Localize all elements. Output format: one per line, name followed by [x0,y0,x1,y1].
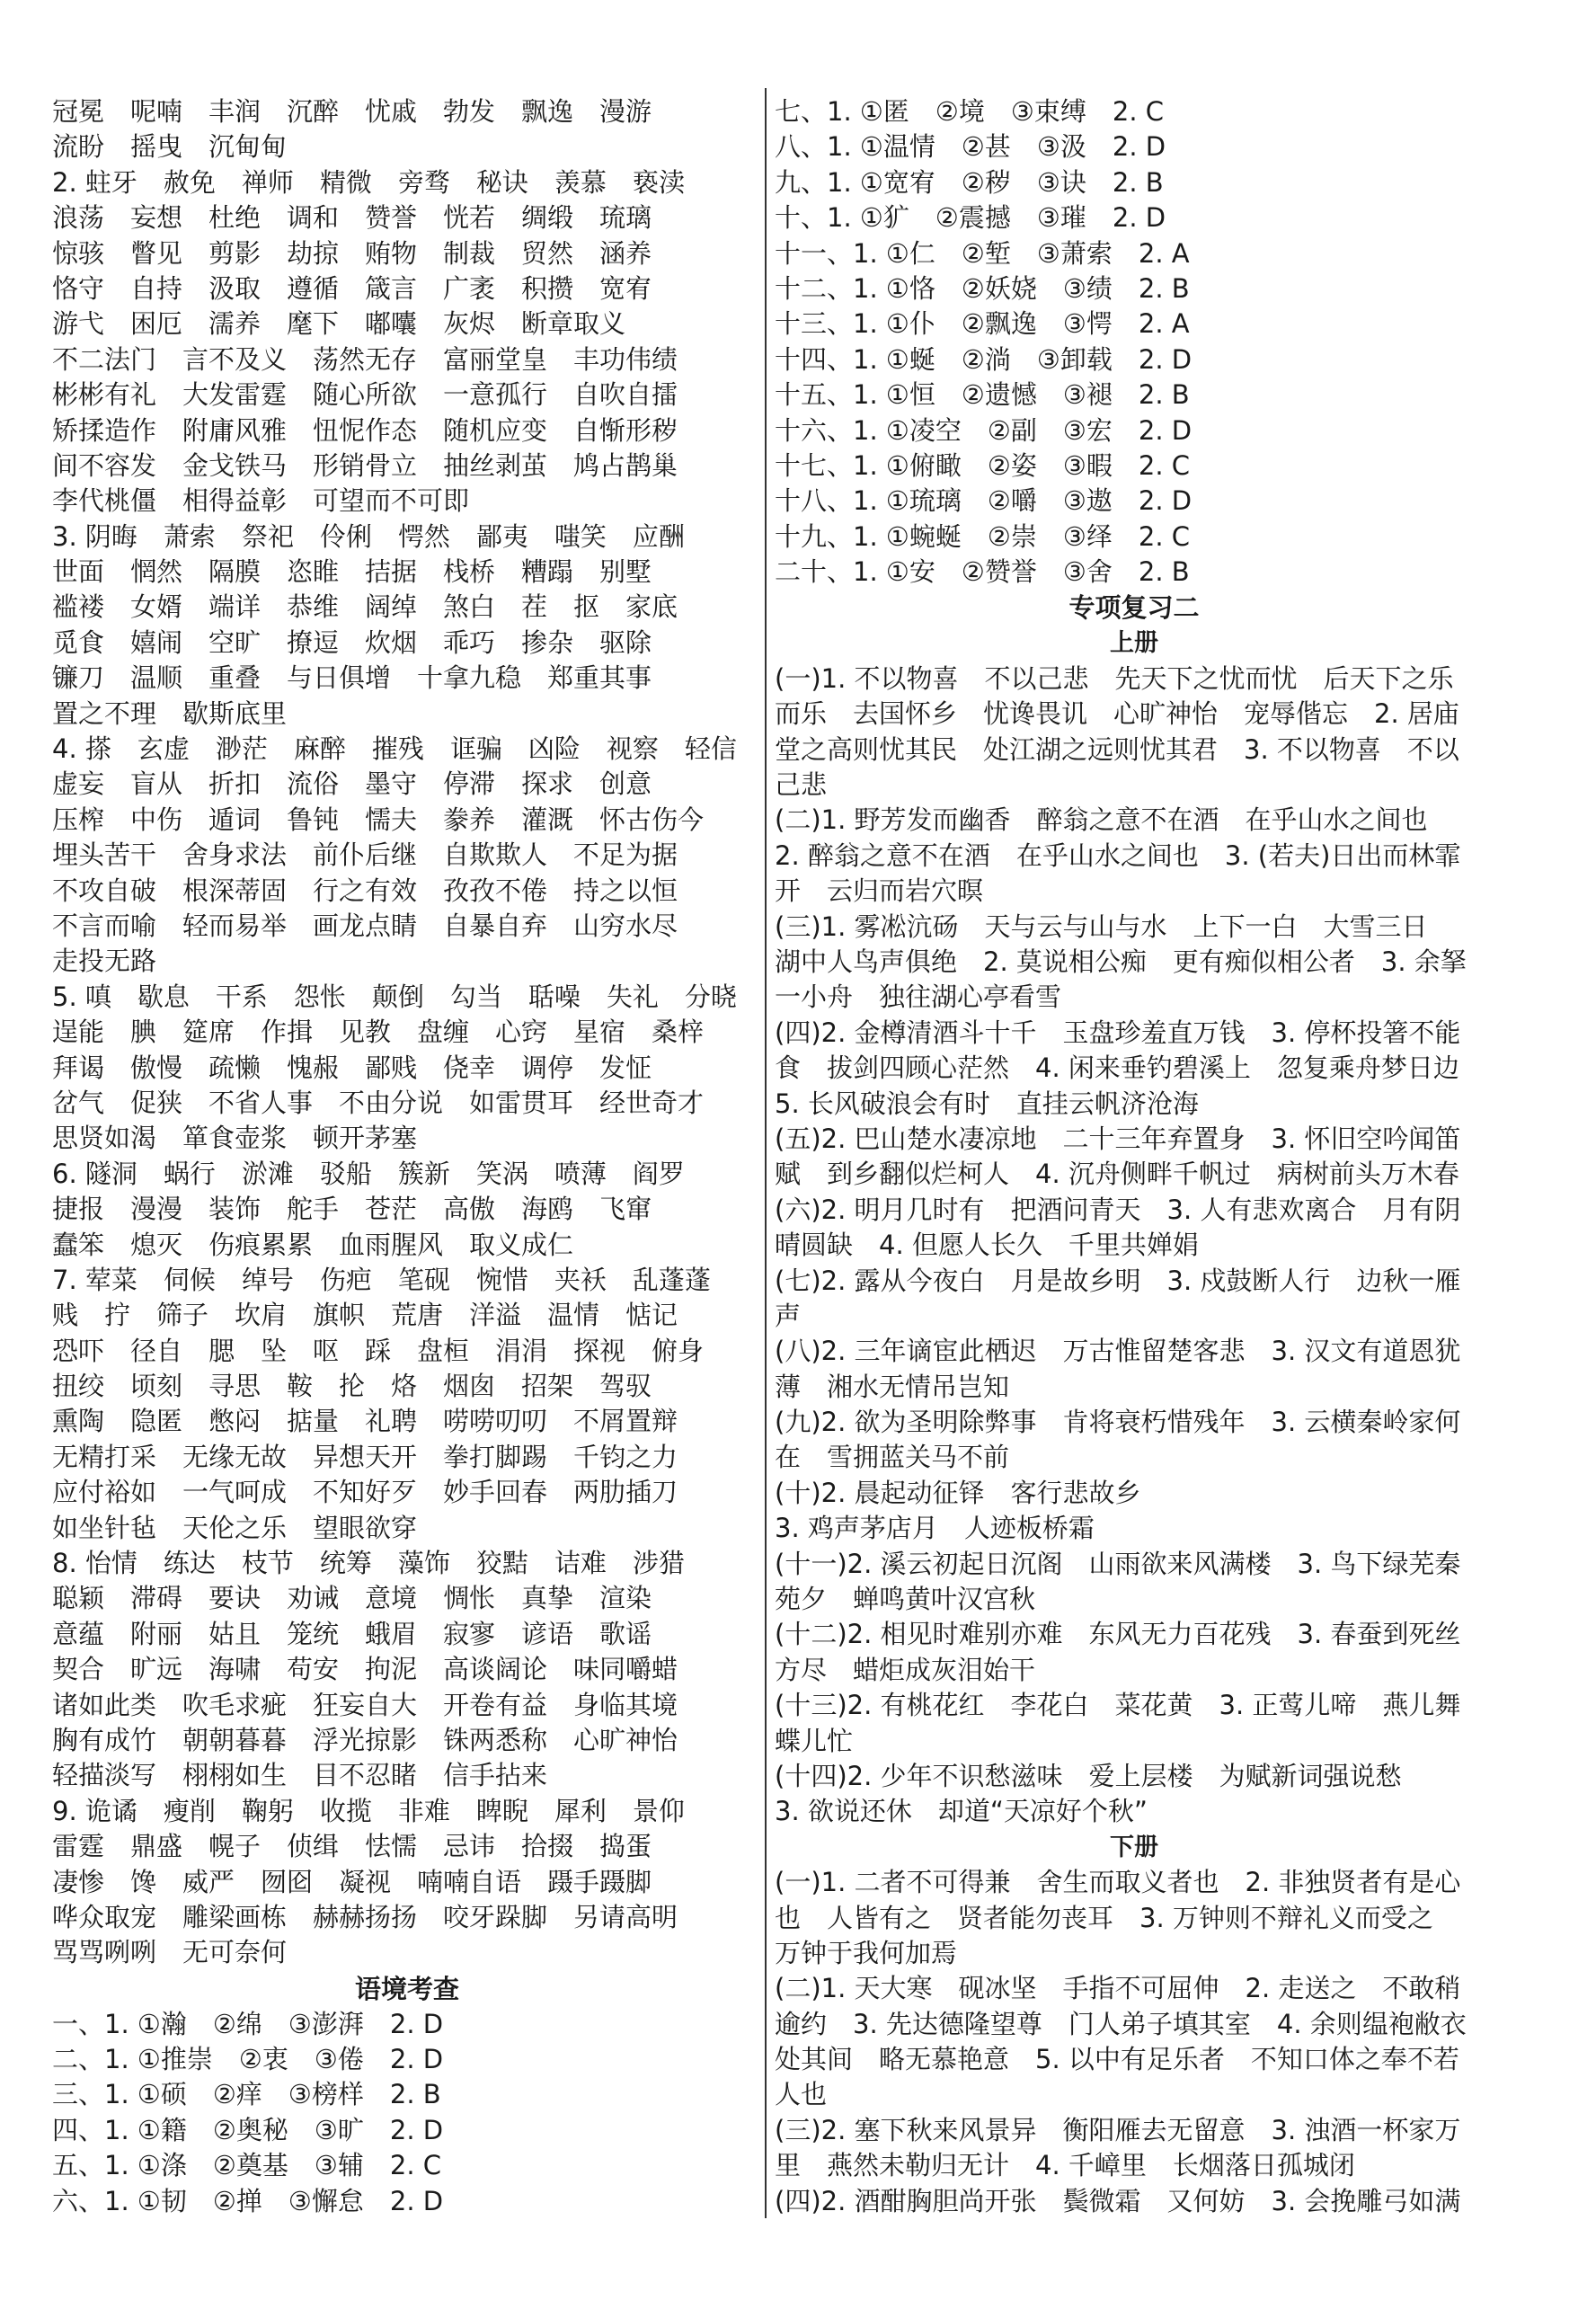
answer-line: (一)1. 不以物喜 不以己悲 先天下之忧而忧 后天下之乐 [775,662,1454,694]
answer-line: 八、1. ①温情 ②甚 ③汲 2. D [775,131,1166,163]
answer-line: 8. 怡情 练达 枝节 统筹 藻饰 狡黠 诘难 涉猎 [52,1548,685,1579]
answer-line: 万钟于我何加焉 [775,1937,958,1968]
answer-line: 一、1. ①瀚 ②绵 ③澎湃 2. D [52,2008,444,2039]
answer-line: 2. 醉翁之意不在酒 在乎山水之间也 3. (若夫)日出而林霏 [775,839,1461,871]
answer-line: 冠冕 呢喃 丰润 沉醉 忧戚 勃发 飘逸 漫游 [52,96,652,127]
answer-line: 骂骂咧咧 无可奈何 [52,1937,288,1968]
column-divider [765,88,767,2218]
answer-line: 3. 阴晦 萧索 祭祀 伶俐 愕然 鄙夷 嗤笑 应酬 [52,520,685,552]
answer-line: 十六、1. ①凌空 ②副 ③宏 2. D [775,414,1193,446]
answer-line: 褴褛 女婿 端详 恭维 阔绰 煞白 茬 抠 家底 [52,591,678,623]
answer-line: 9. 诡谲 瘦削 鞠躬 收揽 非难 睥睨 犀利 景仰 [52,1795,685,1826]
answer-line: 镰刀 温顺 重叠 与日俱增 十拿九稳 郑重其事 [52,662,652,694]
answer-line: (三)2. 塞下秋来风景异 衡阳雁去无留意 3. 浊酒一杯家万 [775,2114,1461,2145]
answer-line: 凄惨 馋 威严 囫囵 凝视 喃喃自语 蹑手蹑脚 [52,1866,652,1897]
right-column [775,94,1494,2219]
answer-line: 不言而喻 轻而易举 画龙点睛 自暴自弃 山穷水尽 [52,910,678,941]
context-answer-list [52,2007,762,2219]
answer-line: 人也 [775,2079,828,2110]
answer-line: 7. 荤菜 伺候 绰号 伤疤 笔砚 惋惜 夹袄 乱蓬蓬 [52,1264,711,1295]
answer-line: 十四、1. ①蜒 ②淌 ③卸载 2. D [775,343,1193,375]
answer-line: 恪守 自持 汲取 遵循 箴言 广袤 积攒 宽宥 [52,272,652,304]
answer-line: 九、1. ①宽宥 ②秽 ③诀 2. B [775,166,1164,198]
answer-line: 轻描淡写 栩栩如生 目不忍睹 信手拈来 [52,1760,548,1791]
answer-line: 压榨 中伤 遁词 鲁钝 懦夫 豢养 灌溉 怀古伤今 [52,804,705,835]
answer-line: 十、1. ①犷 ②震撼 ③璀 2. D [775,202,1166,234]
answer-line: (十一)2. 溪云初起日沉阁 山雨欲来风满楼 3. 鸟下绿芜秦 [775,1548,1461,1579]
answer-line: (二)1. 野芳发而幽香 醉翁之意不在酒 在乎山水之间也 [775,804,1428,836]
answer-line: 聪颖 滞碍 要诀 劝诫 意境 惆怅 真挚 渲染 [52,1583,652,1614]
answer-line: (十三)2. 有桃花红 李花白 菜花黄 3. 正莺儿啼 燕儿舞 [775,1690,1461,1721]
answer-line: 三、1. ①硕 ②痒 ③榜样 2. B [52,2079,441,2110]
answer-line: 流盼 摇曳 沉甸甸 [52,131,288,163]
volume-1-answer-list [775,662,1494,1830]
answer-line: 二十、1. ①安 ②赞誉 ③舍 2. B [775,556,1190,588]
answer-line: 声 [775,1300,802,1331]
answer-line: 十七、1. ①俯瞰 ②姿 ③暇 2. C [775,449,1191,481]
answer-line: 雷霆 鼎盛 幌子 侦缉 怯懦 忌讳 拾掇 捣蛋 [52,1831,652,1862]
answer-line: 置之不理 歇斯底里 [52,697,288,729]
answer-line: 思贤如渴 箪食壶浆 顿开茅塞 [52,1123,418,1154]
answer-line: 扭绞 顷刻 寻思 鞍 抡 烙 烟囱 招架 驾驭 [52,1371,652,1402]
answer-line: 彬彬有礼 大发雷霆 随心所欲 一意孤行 自吹自擂 [52,379,678,411]
answer-line: 四、1. ①籍 ②奥秘 ③旷 2. D [52,2114,444,2145]
answer-line: 2. 蛀牙 赦免 禅师 精微 旁骛 秘诀 羡慕 亵渎 [52,166,685,198]
answer-line: 十八、1. ①琉璃 ②嚼 ③遨 2. D [775,485,1193,517]
answer-line: 五、1. ①涤 ②奠基 ③辅 2. C [52,2150,442,2181]
answer-line: 不攻自破 根深蒂固 行之有效 孜孜不倦 持之以恒 [52,875,678,906]
answer-line: 5. 长风破浪会有时 直挂云帆济沧海 [775,1088,1199,1119]
answer-line: 浪荡 妄想 杜绝 调和 赞誉 恍若 绸缎 琉璃 [52,202,652,234]
answer-line: 处其间 略无慕艳意 5. 以中有足乐者 不知口体之奉不若 [775,2044,1459,2075]
answer-line: 蝶儿忙 [775,1725,854,1756]
answer-line: 熏陶 隐匿 憋闷 掂量 礼聘 唠唠叨叨 不屑置辩 [52,1406,678,1437]
answer-line: 4. 搽 玄虚 渺茫 麻醉 摧残 诓骗 凶险 视察 轻信 [52,733,737,765]
answer-line: 也 人皆有之 贤者能勿丧耳 3. 万钟则不辩礼义而受之 [775,1902,1433,1933]
answer-line: 应付裕如 一气呵成 不知好歹 妙手回春 两肋插刀 [52,1477,678,1508]
answer-line: 如坐针毡 天伦之乐 望眼欲穿 [52,1512,418,1543]
answer-line: (一)1. 二者不可得兼 舍生而取义者也 2. 非独贤者有是心 [775,1867,1461,1898]
answer-line: (五)2. 巴山楚水凄凉地 二十三年弃置身 3. 怀旧空吟闻笛 [775,1123,1461,1154]
answer-line: 矫揉造作 附庸风雅 忸怩作态 随机应变 自惭形秽 [52,414,678,446]
answer-line: 3. 欲说还休 却道“天凉好个秋” [775,1796,1148,1827]
answer-line: 恐吓 径自 腮 坠 呕 踩 盘桓 涓涓 探视 俯身 [52,1335,705,1366]
answer-line: 间不容发 金戈铁马 形销骨立 抽丝剥茧 鸠占鹊巢 [52,449,678,481]
section-heading-context: 语境考查 [354,1973,459,2004]
answer-line: 二、1. ①推崇 ②衷 ③倦 2. D [52,2044,444,2075]
answer-line: 诸如此类 吹毛求疵 狂妄自大 开卷有益 身临其境 [52,1689,678,1720]
answer-line: (七)2. 露从今夜白 月是故乡明 3. 戍鼓断人行 边秋一雁 [775,1265,1461,1296]
volume-2-answer-list [775,1865,1494,2219]
answer-line: 世面 惘然 隔膜 恣睢 拮据 栈桥 糟蹋 别墅 [52,556,652,588]
answer-line: 十一、1. ①仁 ②堑 ③萧索 2. A [775,237,1190,269]
answer-line: 赋 到乡翻似烂柯人 4. 沉舟侧畔千帆过 病树前头万木春 [775,1159,1459,1190]
answer-line: 十九、1. ①蜿蜒 ②崇 ③绎 2. C [775,520,1191,552]
answer-line: 虚妄 盲从 折扣 流俗 墨守 停滞 探求 创意 [52,768,652,800]
answer-line: (二)1. 天大寒 砚冰坚 手指不可屈伸 2. 走送之 不敢稍 [775,1973,1461,2004]
answer-line: (十四)2. 少年不识愁滋味 爱上层楼 为赋新词强说愁 [775,1760,1402,1791]
answer-line: 开 云归而岩穴暝 [775,875,984,907]
answer-line: 契合 旷远 海啸 苟安 拘泥 高谈阔论 味同嚼蜡 [52,1654,678,1685]
answer-line: 李代桃僵 相得益彰 可望而不可即 [52,485,470,517]
answer-line: 走投无路 [52,946,157,977]
answer-line: 堂之高则忧其民 处江湖之远则忧其君 3. 不以物喜 不以 [775,733,1459,765]
answer-line: 无精打采 无缘无故 异想天开 拳打脚踢 千钧之力 [52,1441,678,1472]
answer-line: 十五、1. ①恒 ②遗憾 ③褪 2. B [775,379,1190,411]
answer-line: 惊骇 瞥见 剪影 劫掠 贿物 制裁 贸然 涵养 [52,237,652,269]
answer-line: 游弋 困厄 濡养 麾下 嘟囔 灰烬 断章取义 [52,308,626,340]
answer-line: 5. 嗔 歇息 干系 怨怅 颠倒 勾当 聒噪 失礼 分晓 [52,981,737,1012]
subheading-volume-1: 上册 [1110,629,1158,658]
answer-line: (六)2. 明月几时有 把酒问青天 3. 人有悲欢离合 月有阴 [775,1194,1461,1225]
answer-line: 七、1. ①匿 ②境 ③束缚 2. C [775,96,1165,127]
answer-line: 苑夕 蝉鸣黄叶汉宫秋 [775,1584,1036,1615]
answer-line: 薄 湘水无情吊岂知 [775,1371,1010,1402]
answer-line: (九)2. 欲为圣明除弊事 肯将衰朽惜残年 3. 云横秦岭家何 [775,1407,1461,1438]
answer-line: 食 拔剑四顾心茫然 4. 闲来垂钓碧溪上 忽复乘舟梦日边 [775,1052,1459,1084]
subheading-volume-2: 下册 [1110,1833,1158,1861]
answer-line: 逞能 腆 筵席 作揖 见教 盘缠 心窍 星宿 桑梓 [52,1017,705,1048]
answer-line: (八)2. 三年谪宦此栖迟 万古惟留楚客悲 3. 汉文有道恩犹 [775,1336,1461,1367]
answer-line: 蠢笨 熄灭 伤痕累累 血雨腥风 取义成仁 [52,1229,574,1260]
answer-line: (四)2. 酒酣胸胆尚开张 鬓微霜 又何妨 3. 会挽雕弓如满 [775,2185,1461,2216]
answer-line: (三)1. 雾凇沆砀 天与云与山与水 上下一白 大雪三日 [775,910,1428,942]
answer-line: (十)2. 晨起动征铎 客行悲故乡 [775,1477,1141,1508]
left-column [52,94,762,2219]
answer-line: 3. 鸡声茅店月 人迹板桥霜 [775,1513,1095,1544]
answer-line: (四)2. 金樽清酒斗十千 玉盘珍羞直万钱 3. 停杯投箸不能 [775,1017,1461,1048]
answer-line: 六、1. ①韧 ②掸 ③懈怠 2. D [52,2185,444,2216]
section-heading-review-2: 专项复习二 [1068,592,1200,624]
answer-line: 十三、1. ①仆 ②飘逸 ③愕 2. A [775,308,1190,340]
answer-line: 意蕴 附丽 姑且 笼统 蛾眉 寂寥 谚语 歌谣 [52,1618,652,1649]
answer-line: 湖中人鸟声俱绝 2. 莫说相公痴 更有痴似相公者 3. 余拏 [775,946,1467,977]
answer-line: 己悲 [775,769,828,801]
answer-line: 一小舟 独往湖心亭看雪 [775,981,1062,1013]
answer-line: 贱 拧 筛子 坎肩 旗帜 荒唐 洋溢 温情 惦记 [52,1300,678,1331]
answer-line: 埋头苦干 舍身求法 前仆后继 自欺欺人 不足为据 [52,839,678,871]
answer-line: 而乐 去国怀乡 忧谗畏讥 心旷神怡 宠辱偕忘 2. 居庙 [775,698,1459,730]
answer-line: 晴圆缺 4. 但愿人长久 千里共婵娟 [775,1230,1199,1261]
answer-line: 逾约 3. 先达德隆望尊 门人弟子填其室 4. 余则缊袍敝衣 [775,2008,1467,2039]
answer-line: 方尽 蜡炬成灰泪始干 [775,1654,1036,1685]
answer-line: 在 雪拥蓝关马不前 [775,1442,1010,1473]
answer-line: 里 燕然未勒归无计 4. 千嶂里 长烟落日孤城闭 [775,2150,1355,2181]
answer-line: 6. 隧洞 蜗行 淤滩 驳船 簇新 笑涡 喷薄 阎罗 [52,1158,685,1189]
answer-line: 觅食 嬉闹 空旷 撩逗 炊烟 乖巧 掺杂 驱除 [52,626,652,658]
context-answer-list-continued [775,94,1494,590]
answer-line: 岔气 促狭 不省人事 不由分说 如雷贯耳 经世奇才 [52,1087,705,1118]
answer-line: 十二、1. ①恪 ②妖娆 ③绩 2. B [775,272,1190,304]
answer-line: 胸有成竹 朝朝暮暮 浮光掠影 铢两悉称 心旷神怡 [52,1724,678,1755]
answer-line: (十二)2. 相见时难别亦难 东风无力百花残 3. 春蚕到死丝 [775,1619,1461,1650]
answer-line: 拜谒 傲慢 疏懒 愧赧 鄙贱 侥幸 调停 发怔 [52,1052,652,1083]
answer-line: 不二法门 言不及义 荡然无存 富丽堂皇 丰功伟绩 [52,343,678,375]
vocabulary-answer-list [52,94,762,1971]
answer-line: 捷报 漫漫 装饰 舵手 苍茫 高傲 海鸥 飞窜 [52,1194,652,1225]
answer-line: 哗众取宠 雕梁画栋 赫赫扬扬 咬牙跺脚 另请高明 [52,1901,678,1932]
